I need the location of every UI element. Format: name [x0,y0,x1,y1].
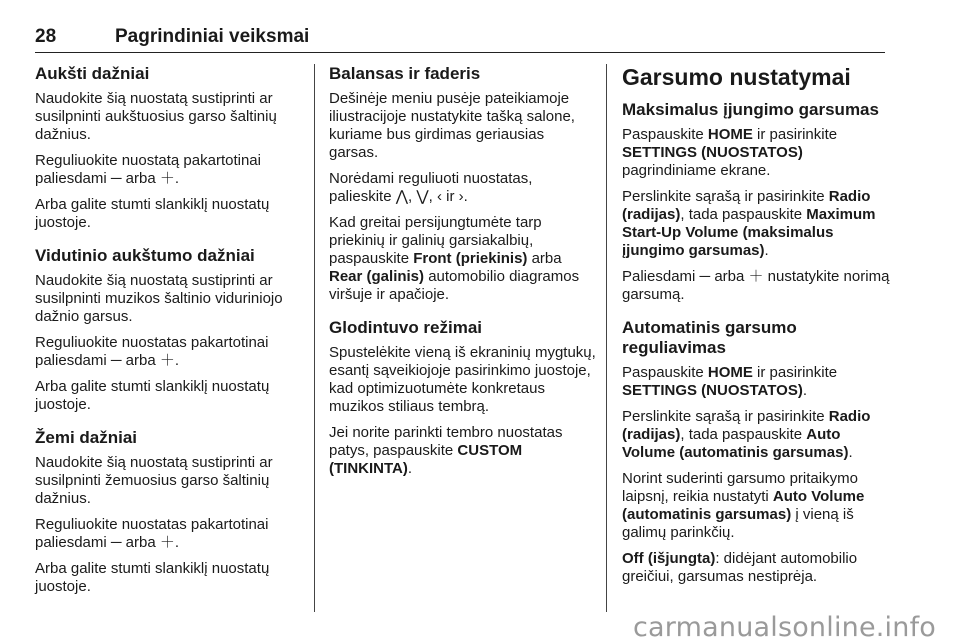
section-heading: Aukšti dažniai [35,64,150,83]
section-heading: Glodintuvo režimai [329,318,483,337]
paragraph: Arba galite stumti slankiklį nuostatų juostoje. [35,196,270,231]
section-midrange [35,246,301,414]
ui-term: HOME [707,364,753,381]
paragraph: Reguliuokite nuostatas pakartotinai paliesdami ─ arba ＋. [35,516,269,551]
section-auto-volume [622,318,890,586]
paragraph: Reguliuokite nuostatas pakartotinai paliesdami ─ arba ＋. [35,334,269,369]
section-heading: Vidutinio aukštumo dažniai [35,246,255,265]
section-balance-fader [329,64,597,304]
ui-term: Off (išjungta) [622,550,716,567]
column-divider [314,64,315,612]
ui-term: HOME [707,126,753,143]
ui-term: Radio (radijas) [622,188,871,223]
column-1 [35,64,301,610]
paragraph: Perslinkite sąrašą ir pasirinkite Radio (radijas), tada paspauskite Maximum Start-Up Volume (maksimalus įjungimo garsumas). [622,188,876,259]
watermark: carmanualsonline.info [633,612,936,643]
paragraph: Paspauskite HOME ir pasirinkite SETTINGS (NUOSTATOS). [622,364,838,399]
page-header [35,26,885,53]
paragraph: Reguliuokite nuostatą pakartotinai paliesdami ─ arba ＋. [35,152,261,187]
paragraph: Naudokite šią nuostatą sustiprinti ar susilpninti žemuosius garso šaltinių dažnius. [35,454,273,507]
paragraph: Norėdami reguliuoti nuostatas, palieskite ⋀, ⋁, ‹ ir ›. [329,170,533,205]
ui-term: CUSTOM (TINKINTA) [329,442,523,477]
paragraph: Spustelėkite vieną iš ekraninių mygtukų, esantį sąveikiojoje pasirinkimo juostoje, kad optimizuotumėte konkretaus muzikos stiliaus tembrą. [329,344,596,415]
paragraph: Off (išjungta): didėjant automobilio greičiui, garsumas nestiprėja. [622,550,858,585]
column-divider [606,64,607,612]
section-heading: Maksimalus įjungimo garsumas [622,100,879,119]
section-eq-modes [329,318,597,478]
ui-term: SETTINGS (NUOSTATOS) [622,382,803,399]
ui-term: Radio (radijas) [622,408,871,443]
ui-term: Front (priekinis) [413,250,528,267]
chapter-heading: Garsumo nustatymai [622,64,851,90]
running-title: Pagrindiniai veiksmai [115,26,310,47]
ui-term: Auto Volume (automatinis garsumas) [622,488,865,523]
column-2 [329,64,597,492]
ui-term: Maximum Start-Up Volume (maksimalus įjungimo garsumas) [622,206,876,259]
paragraph: Arba galite stumti slankiklį nuostatų juostoje. [35,560,270,595]
paragraph: Perslinkite sąrašą ir pasirinkite Radio (radijas), tada paspauskite Auto Volume (automatinis garsumas). [622,408,871,461]
paragraph: Paliesdami ─ arba ＋ nustatykite norimą garsumą. [622,268,890,303]
paragraph: Dešinėje meniu pusėje pateikiamoje iliustracijoje nustatykite tašką salone, kuriame bus girdimas geriausias garsas. [329,90,575,161]
paragraph: Norint suderinti garsumo pritaikymo laipsnį, reikia nustatyti Auto Volume (automatinis garsumas) į vieną iš galimų parinkčių. [622,470,865,541]
ui-term: Rear (galinis) [329,268,425,285]
ui-term: SETTINGS (NUOSTATOS) [622,144,803,161]
section-heading: Balansas ir faderis [329,64,481,83]
paragraph: Jei norite parinkti tembro nuostatas patys, paspauskite CUSTOM (TINKINTA). [329,424,563,477]
paragraph: Naudokite šią nuostatą sustiprinti ar susilpninti aukštuosius garso šaltinių dažnius. [35,90,277,143]
section-treble [35,64,301,232]
ui-term: Auto Volume (automatinis garsumas) [622,426,849,461]
page-number: 28 [35,26,57,47]
paragraph: Paspauskite HOME ir pasirinkite SETTINGS (NUOSTATOS) pagrindiniame ekrane. [622,126,838,179]
section-bass [35,428,301,596]
section-max-startup-volume [622,100,890,304]
section-heading: Automatinis garsumo reguliavimas [622,318,797,357]
column-3 [622,64,890,600]
paragraph: Naudokite šią nuostatą sustiprinti ar susilpninti muzikos šaltinio viduriniojo dažnio garsus. [35,272,283,325]
paragraph: Kad greitai persijungtumėte tarp priekinių ir galinių garsiakalbių, paspauskite Front (priekinis) arba Rear (galinis) automobilio diagramos viršuje ir apačioje. [329,214,580,303]
section-heading: Žemi dažniai [35,428,138,447]
paragraph: Arba galite stumti slankiklį nuostatų juostoje. [35,378,270,413]
